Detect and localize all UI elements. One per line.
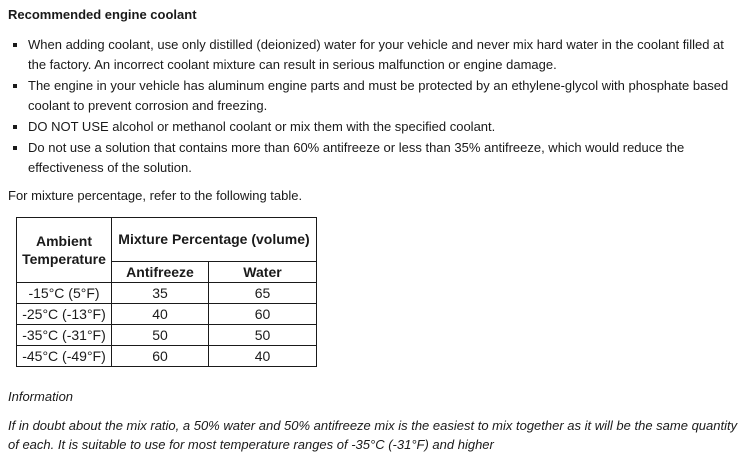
coolant-bullet-list xyxy=(8,35,744,179)
bullet-icon xyxy=(13,43,17,47)
section-heading: Recommended engine coolant xyxy=(8,7,197,22)
table-row xyxy=(17,325,317,346)
cell-antifreeze: 50 xyxy=(112,325,209,346)
bullet-text: The engine in your vehicle has aluminum engine parts and must be protected by an ethylene-glycol with phosphate based coolant to prevent corrosion and freezing. xyxy=(28,78,729,113)
header-ambient-temperature: Ambient Temperature xyxy=(17,218,112,283)
bullet-icon xyxy=(13,146,17,150)
information-label: Information xyxy=(8,389,74,404)
bullet-text: When adding coolant, use only distilled (deionized) water for your vehicle and never mix hard water in the coolant filled at the factory. An incorrect coolant mixture can result in serious malfunction or engine damage. xyxy=(28,37,724,72)
cell-antifreeze: 60 xyxy=(112,346,209,367)
table-row xyxy=(17,304,317,325)
table-row xyxy=(17,346,317,367)
bullet-text: DO NOT USE alcohol or methanol coolant or mix them with the specified coolant. xyxy=(28,119,496,134)
bullet-item xyxy=(8,138,744,178)
table-row xyxy=(17,283,317,304)
cell-temperature: -15°C (5°F) xyxy=(17,283,112,304)
cell-water: 40 xyxy=(209,346,317,367)
bullet-icon xyxy=(13,84,17,88)
cell-water: 60 xyxy=(209,304,317,325)
mixture-table xyxy=(16,217,317,367)
cell-antifreeze: 40 xyxy=(112,304,209,325)
bullet-icon xyxy=(13,125,17,129)
header-antifreeze: Antifreeze xyxy=(112,261,209,282)
bullet-item xyxy=(8,76,744,116)
cell-antifreeze: 35 xyxy=(112,283,209,304)
bullet-item xyxy=(8,35,744,75)
cell-temperature: -25°C (-13°F) xyxy=(17,304,112,325)
cell-temperature: -45°C (-49°F) xyxy=(17,346,112,367)
bullet-text: Do not use a solution that contains more than 60% antifreeze or less than 35% antifreeze, which would reduce the effectiveness of the solution. xyxy=(28,140,685,175)
cell-water: 50 xyxy=(209,325,317,346)
cell-water: 65 xyxy=(209,283,317,304)
header-water: Water xyxy=(209,261,317,282)
information-text: If in doubt about the mix ratio, a 50% water and 50% antifreeze mix is the easiest to mix together as it will be the same quantity of each. It is suitable to use for most temperature ranges of -35°C (-31°F) and higher xyxy=(8,418,738,452)
table-intro: For mixture percentage, refer to the following table. xyxy=(8,188,303,203)
bullet-item xyxy=(8,117,744,137)
cell-temperature: -35°C (-31°F) xyxy=(17,325,112,346)
header-mixture-percentage: Mixture Percentage (volume) xyxy=(112,218,317,262)
